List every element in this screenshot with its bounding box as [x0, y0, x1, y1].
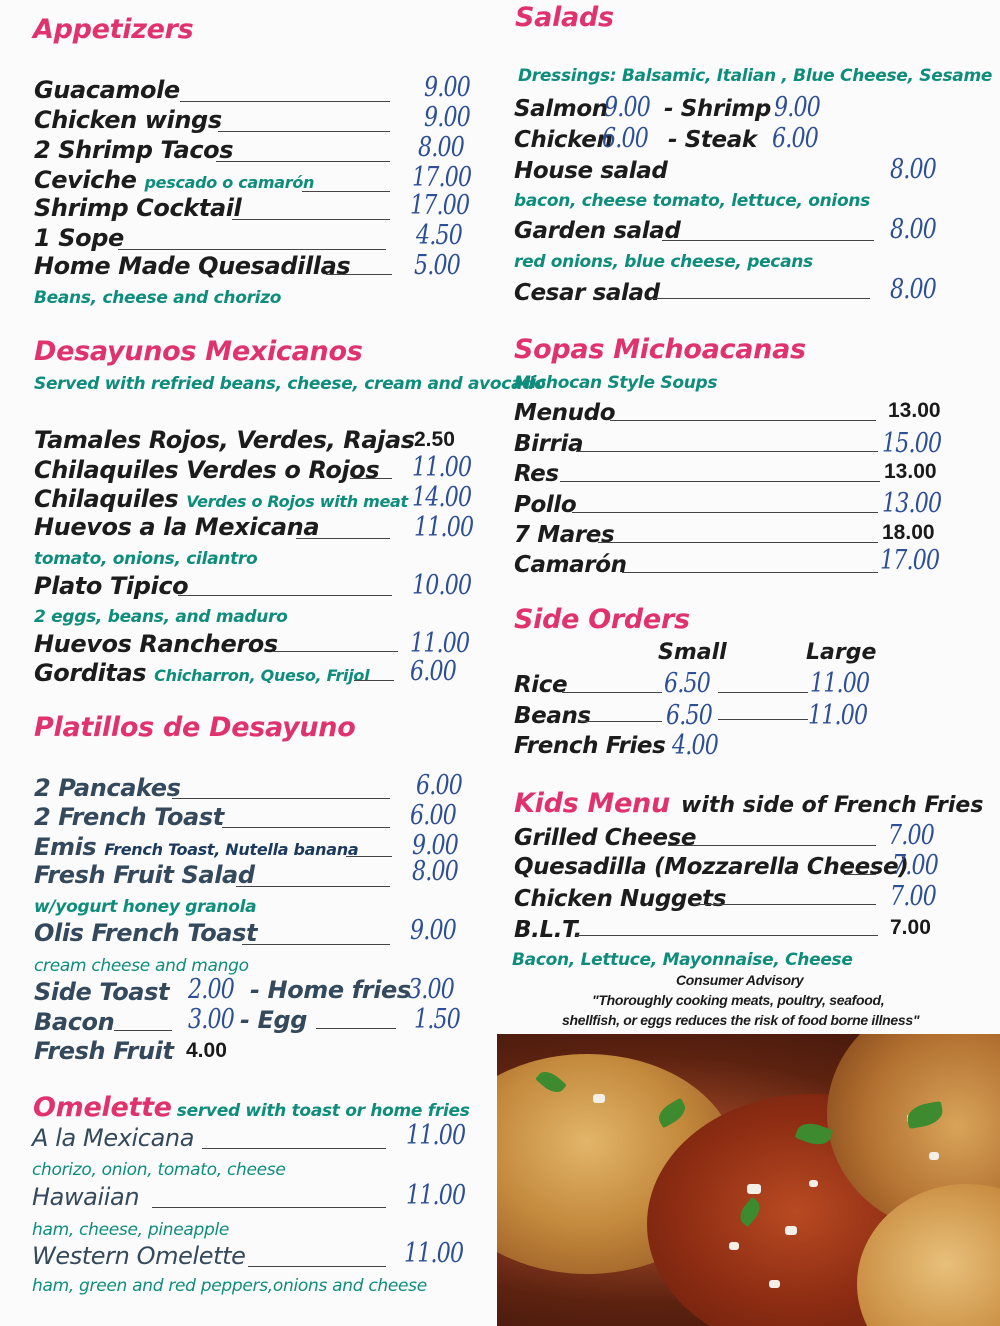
menu-item-name: Camarón — [514, 552, 627, 578]
cheese-crumb — [747, 1184, 761, 1194]
sides-col-small: Small — [658, 640, 727, 665]
item-description: tomato, onions, cilantro — [34, 549, 258, 569]
addon-price: 9.00 — [774, 92, 821, 123]
item-description: ham, green and red peppers,onions and cheese — [32, 1276, 427, 1296]
menu-item-price: 8.00 — [890, 274, 937, 305]
sopas-title: Sopas Michoacanas — [514, 334, 806, 365]
extra-price: 3.00 — [408, 974, 455, 1005]
side-small-price: 6.50 — [664, 668, 711, 699]
leader-line — [172, 798, 390, 799]
item-description: cream cheese and mango — [34, 956, 249, 976]
leader-line — [232, 219, 390, 220]
leader-line — [562, 692, 662, 693]
advisory-title: Consumer Advisory — [676, 972, 804, 988]
menu-item-name: Beans — [514, 703, 591, 729]
item-description: Bacon, Lettuce, Mayonnaise, Cheese — [512, 950, 853, 970]
leader-line — [354, 680, 394, 681]
addon-price: 6.00 — [772, 123, 819, 154]
leader-line — [236, 886, 390, 887]
menu-item-price: 6.00 — [416, 770, 463, 801]
addon-price: 6.00 — [602, 123, 649, 154]
menu-item-name: 7 Mares — [514, 522, 615, 548]
leader-line — [118, 249, 386, 250]
menu-item-price: 6.00 — [410, 656, 457, 687]
menu-item-name: B.L.T. — [514, 917, 582, 943]
cheese-crumb — [593, 1094, 605, 1103]
menu-item-price: 17.00 — [880, 545, 940, 576]
menu-item-name: Plato Tipico — [34, 572, 189, 600]
menu-item-name: A la Mexicana — [32, 1124, 195, 1152]
menu-item-name: Huevos Rancheros — [34, 630, 278, 658]
menu-item-price: 8.00 — [890, 214, 937, 245]
leader-line — [296, 538, 390, 539]
menu-item-price: 13.00 — [888, 399, 941, 422]
cheese-crumb — [729, 1242, 739, 1250]
menu-item-price: 6.00 — [410, 800, 457, 831]
leader-line — [242, 944, 390, 945]
leader-line — [572, 512, 878, 513]
sides-col-large: Large — [806, 640, 877, 665]
item-description: red onions, blue cheese, pecans — [514, 252, 813, 272]
menu-item-name: Guacamole — [34, 76, 180, 104]
menu-item-price: 15.00 — [882, 428, 942, 459]
leader-line — [694, 904, 876, 905]
menu-item-price: 9.00 — [412, 830, 459, 861]
menu-item-name: French Fries — [514, 733, 666, 759]
leader-line — [598, 542, 878, 543]
kids-subtitle: with side of French Fries — [681, 793, 984, 818]
side-small-price: 4.00 — [672, 730, 719, 761]
menu-item-price: 18.00 — [882, 521, 935, 544]
leader-line — [272, 651, 398, 652]
menu-item-price: 7.00 — [890, 916, 931, 939]
menu-item-price: 11.00 — [406, 1180, 466, 1211]
menu-item-name: Gorditas Chicharron, Queso, Frijol — [34, 659, 370, 687]
item-description: w/yogurt honey granola — [34, 897, 257, 917]
leader-line — [218, 131, 390, 132]
menu-item-name: Quesadilla (Mozzarella Cheese) — [514, 854, 909, 880]
menu-item-price: 5.00 — [414, 250, 461, 281]
salads-dressings: Dressings: Balsamic, Italian , Blue Cheese, Sesame — [518, 66, 993, 86]
cheese-crumb — [785, 1226, 797, 1235]
menu-item-price: 9.00 — [424, 72, 471, 103]
extra-price: 4.00 — [186, 1039, 227, 1062]
leader-line — [114, 1030, 172, 1031]
leader-line — [576, 451, 878, 452]
menu-item-name: Garden salad — [514, 218, 681, 244]
menu-item-name: Hawaiian — [32, 1183, 140, 1211]
leader-line — [668, 845, 876, 846]
side-small-price: 6.50 — [666, 700, 713, 731]
side-large-price: 11.00 — [808, 700, 868, 731]
menu-item-name: Rice — [514, 672, 568, 698]
menu-item-name: Western Omelette — [32, 1242, 246, 1270]
addon-name: - Shrimp — [664, 96, 771, 122]
advisory-line: shellfish, or eggs reduces the risk of food borne illness" — [562, 1012, 920, 1028]
menu-item-price: 7.00 — [892, 850, 939, 881]
menu-item-name: 1 Sope — [34, 224, 124, 252]
platillos-title: Platillos de Desayuno — [34, 712, 356, 743]
leader-line — [316, 1028, 396, 1029]
menu-item-name: Tamales Rojos, Verdes, Rajas — [34, 426, 415, 454]
leader-line — [346, 856, 392, 857]
extra-price: 2.00 — [188, 974, 235, 1005]
menu-item-name: Chicken Nuggets — [514, 886, 727, 912]
addon-name: Salmon — [514, 96, 608, 122]
desayunos-title: Desayunos Mexicanos — [34, 336, 363, 367]
leader-line — [718, 719, 808, 720]
menu-item-name: 2 Shrimp Tacos — [34, 136, 234, 164]
menu-item-price: 11.00 — [410, 628, 470, 659]
menu-item-price: 11.00 — [412, 452, 472, 483]
menu-item-name: 2 Pancakes — [34, 774, 181, 802]
extra-name: Side Toast — [34, 978, 170, 1006]
tacos-photo — [497, 1034, 1000, 1326]
extra-price: 3.00 — [188, 1004, 235, 1035]
menu-item-price: 11.00 — [414, 512, 474, 543]
leader-line — [844, 874, 876, 875]
menu-item-price: 13.00 — [882, 488, 942, 519]
cheese-crumb — [769, 1280, 780, 1288]
menu-item-price: 7.00 — [888, 820, 935, 851]
menu-item-name: Fresh Fruit Salad — [34, 861, 255, 889]
leader-line — [580, 721, 662, 722]
item-description: Beans, cheese and chorizo — [34, 288, 282, 308]
menu-item-price: 17.00 — [410, 190, 470, 221]
omelette-subtitle: served with toast or home fries — [176, 1101, 470, 1121]
menu-item-price: 10.00 — [412, 570, 472, 601]
menu-item-name: House salad — [514, 158, 668, 184]
sopas-subtitle: Michocan Style Soups — [514, 373, 718, 393]
item-description: chorizo, onion, tomato, cheese — [32, 1160, 286, 1180]
menu-item-price: 11.00 — [406, 1120, 466, 1151]
menu-item-name: Emis French Toast, Nutella banana — [34, 833, 359, 861]
leader-line — [180, 101, 390, 102]
menu-item-price: 9.00 — [424, 102, 471, 133]
leader-line — [222, 827, 390, 828]
menu-item-price: 11.00 — [404, 1238, 464, 1269]
side-large-price: 11.00 — [810, 668, 870, 699]
leader-line — [650, 298, 870, 299]
leader-line — [326, 274, 392, 275]
menu-item-name: Shrimp Cocktail — [34, 194, 242, 222]
leader-line — [662, 240, 874, 241]
leader-line — [718, 692, 808, 693]
item-description: 2 eggs, beans, and maduro — [34, 607, 288, 627]
menu-item-name: 2 French Toast — [34, 803, 224, 831]
leader-line — [152, 1207, 386, 1208]
leader-line — [202, 1148, 386, 1149]
addon-name: Chicken — [514, 127, 613, 153]
leader-line — [178, 595, 392, 596]
leader-line — [610, 420, 876, 421]
sides-title: Side Orders — [514, 604, 690, 635]
appetizers-title: Appetizers — [33, 14, 194, 45]
menu-item-name: Olis French Toast — [34, 919, 258, 947]
leader-line — [560, 481, 880, 482]
leader-line — [302, 191, 390, 192]
menu-item-name: Chilaquiles Verdes o Rojos — [34, 456, 380, 484]
cheese-crumb — [809, 1180, 818, 1187]
menu-item-name: Pollo — [514, 492, 577, 518]
menu-item-price: 14.00 — [412, 482, 472, 513]
extra-name: Fresh Fruit — [34, 1037, 174, 1065]
omelette-header — [33, 1092, 470, 1123]
menu-item-name: Ceviche pescado o camarón — [34, 166, 315, 194]
menu-item-name: Home Made Quesadillas — [34, 252, 351, 280]
menu-item-name: Huevos a la Mexicana — [34, 513, 320, 541]
item-description: ham, cheese, pineapple — [32, 1220, 230, 1240]
extra-name: Bacon — [34, 1008, 115, 1036]
menu-item-price: 4.50 — [416, 220, 463, 251]
menu-item-price: 13.00 — [884, 460, 937, 483]
menu-item-price: 7.00 — [890, 881, 937, 912]
menu-item-name: Menudo — [514, 400, 616, 426]
menu-item-price: 2.50 — [414, 428, 455, 451]
advisory-line: "Thoroughly cooking meats, poultry, seafood, — [592, 992, 885, 1008]
addon-price: 9.00 — [604, 92, 651, 123]
item-description: bacon, cheese tomato, lettuce, onions — [514, 191, 870, 211]
menu-item-price: 8.00 — [890, 154, 937, 185]
extra-name: - Home fries — [250, 976, 411, 1004]
menu-item-price: 8.00 — [412, 856, 459, 887]
omelette-title: Omelette — [33, 1092, 172, 1123]
kids-title: Kids Menu — [514, 788, 670, 819]
extra-name: - Egg — [240, 1006, 308, 1034]
menu-item-name: Res — [514, 461, 559, 487]
addon-name: - Steak — [668, 127, 757, 153]
leader-line — [350, 478, 392, 479]
cheese-crumb — [929, 1152, 939, 1160]
menu-item-name: Cesar salad — [514, 280, 660, 306]
leader-line — [248, 1266, 386, 1267]
desayunos-subtitle: Served with refried beans, cheese, cream and avocado — [34, 374, 546, 394]
menu-item-price: 8.00 — [418, 132, 465, 163]
extra-price: 1.50 — [414, 1004, 461, 1035]
salads-title: Salads — [515, 2, 614, 33]
menu-item-name: Birria — [514, 431, 584, 457]
menu-item-name: Chilaquiles Verdes o Rojos with meat — [34, 485, 408, 513]
menu-item-price: 17.00 — [412, 162, 472, 193]
menu-item-name: Grilled Cheese — [514, 825, 697, 851]
kids-header — [514, 788, 983, 819]
leader-line — [576, 935, 878, 936]
menu-item-name: Chicken wings — [34, 106, 222, 134]
leader-line — [622, 572, 878, 573]
menu-item-price: 9.00 — [410, 915, 457, 946]
leader-line — [216, 161, 390, 162]
